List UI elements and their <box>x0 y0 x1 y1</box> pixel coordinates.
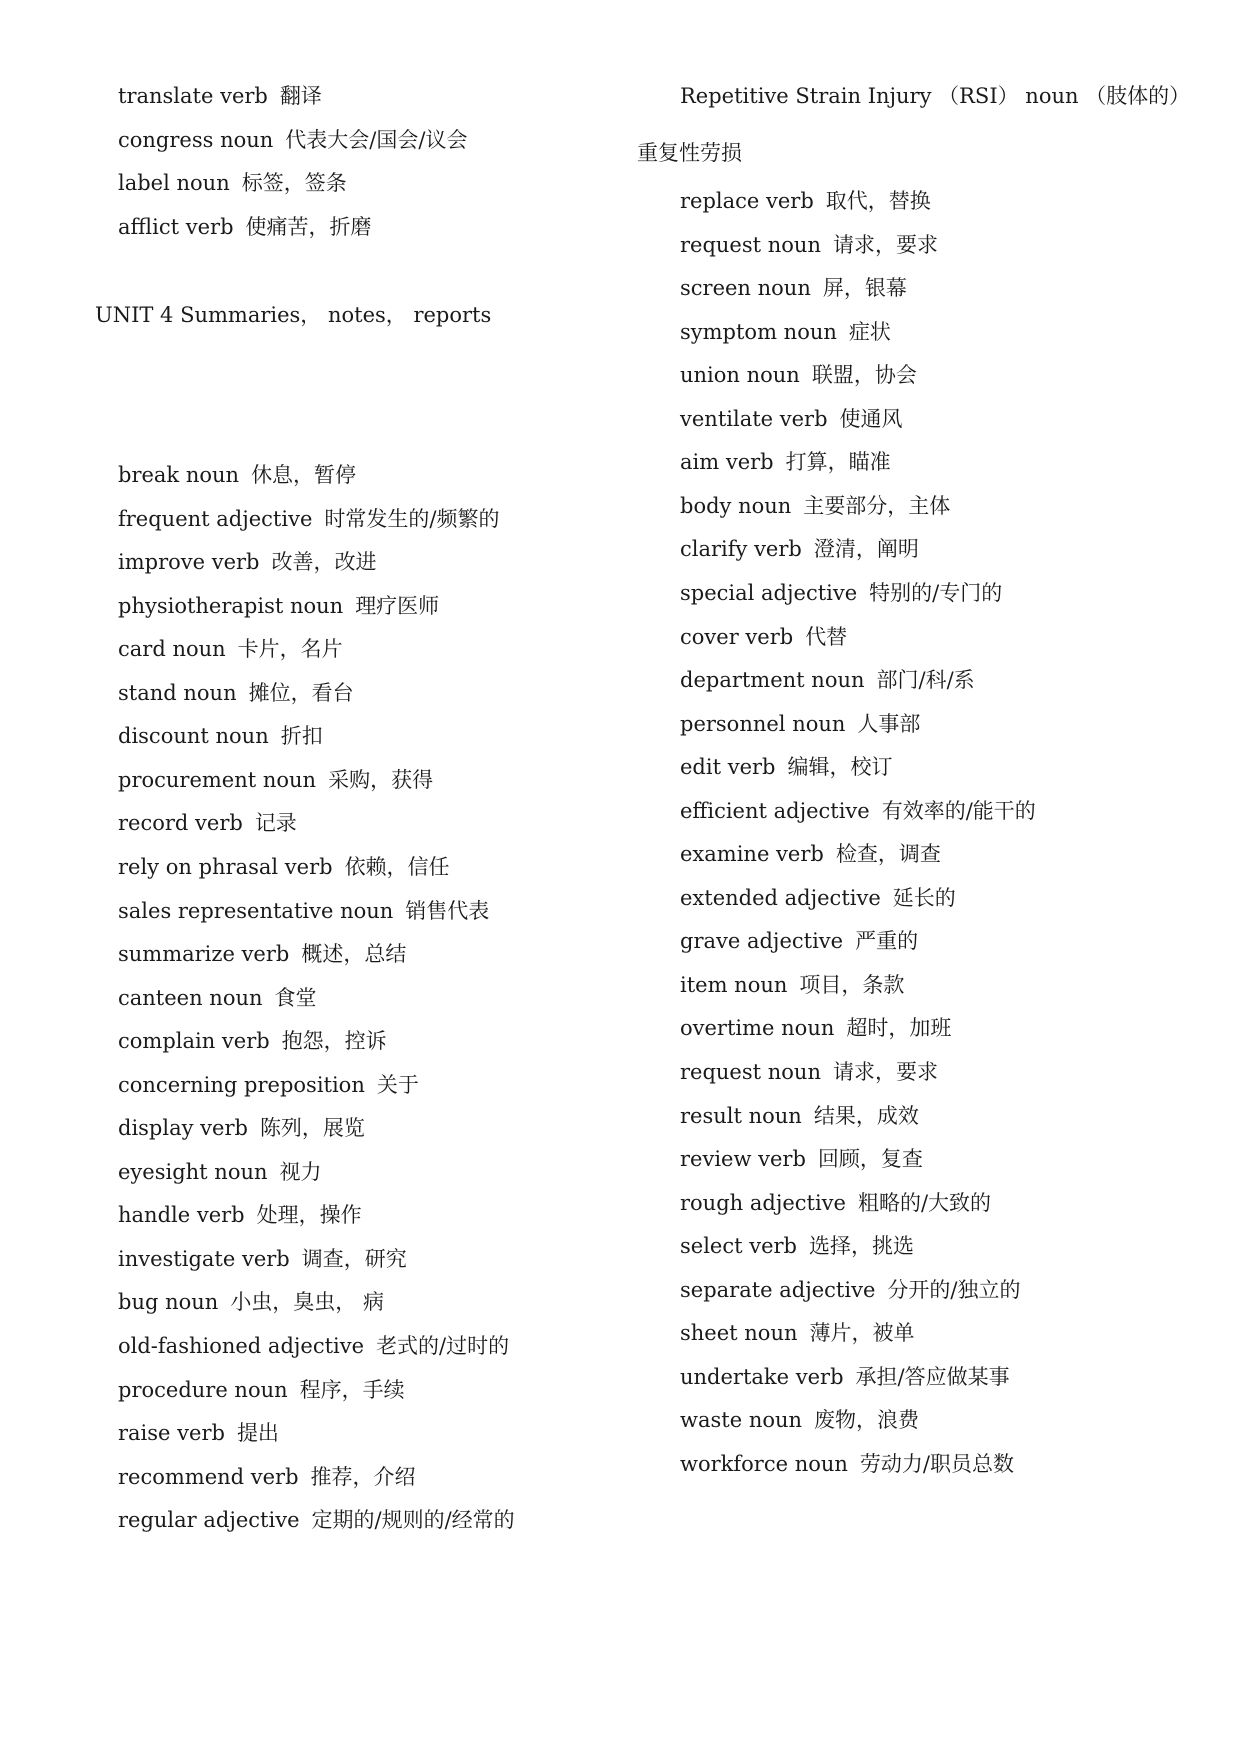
vocab-meaning: 承担/答应做某事 <box>855 1364 1010 1389</box>
vocab-entry <box>680 885 956 911</box>
vocab-entry <box>680 362 917 388</box>
vocab-word: ventilate verb <box>680 406 828 431</box>
vocab-entry <box>680 449 891 475</box>
vocab-meaning: 代替 <box>805 624 848 649</box>
vocab-meaning: 理疗医师 <box>355 593 440 618</box>
vocab-word: stand noun <box>118 680 237 705</box>
vocab-meaning: 选择，挑选 <box>809 1234 914 1259</box>
vocab-word: sales representative noun <box>118 898 394 923</box>
vocab-meaning: 休息，暂停 <box>251 463 357 487</box>
vocab-entry <box>680 188 931 214</box>
vocab-word: regular adjective <box>118 1508 300 1533</box>
vocab-meaning: 项目，条款 <box>799 972 905 997</box>
vocab-meaning: 折扣 <box>280 724 323 749</box>
vocab-meaning: 视力 <box>279 1159 322 1184</box>
vocab-entry <box>118 1377 405 1403</box>
vocab-word: item noun <box>680 972 788 997</box>
vocab-entry <box>118 898 489 924</box>
vocab-entry-rsi-line2: 重复性劳损 <box>637 141 742 165</box>
vocab-entry <box>118 214 372 240</box>
vocab-entry <box>118 636 343 662</box>
vocab-word: frequent adjective <box>118 506 313 531</box>
vocab-meaning: 分开的/独立的 <box>887 1277 1021 1302</box>
vocab-meaning: 结果，成效 <box>813 1103 919 1128</box>
vocab-entry <box>680 1233 914 1259</box>
vocab-word: undertake verb <box>680 1364 844 1389</box>
vocab-entry <box>680 1103 919 1129</box>
vocab-entry <box>680 1015 951 1041</box>
vocab-meaning: 使通风 <box>839 406 903 431</box>
vocab-meaning: 食堂 <box>274 985 317 1010</box>
vocab-word: improve verb <box>118 550 260 575</box>
vocab-meaning: 请求，要求 <box>832 232 938 257</box>
vocab-meaning: 老式的/过时的 <box>376 1334 510 1358</box>
vocab-word: union noun <box>680 363 800 388</box>
vocab-entry <box>680 319 891 345</box>
vocab-entry <box>118 1202 362 1228</box>
vocab-word: raise verb <box>118 1421 225 1446</box>
vocab-entry <box>680 275 907 301</box>
vocab-word: edit verb <box>680 755 776 780</box>
vocab-word: eyesight noun <box>118 1159 268 1184</box>
vocab-word: separate adjective <box>680 1277 876 1302</box>
vocab-word: canteen noun <box>118 985 263 1010</box>
vocab-entry <box>118 1333 509 1359</box>
vocab-word: review verb <box>680 1147 806 1172</box>
vocab-meaning: 摊位，看台 <box>248 680 354 705</box>
vocab-meaning: 采购，获得 <box>328 767 434 792</box>
vocab-word: complain verb <box>118 1029 270 1054</box>
vocab-entry <box>118 1464 416 1490</box>
vocab-meaning: 取代，替换 <box>825 189 931 213</box>
vocab-entry <box>680 1059 938 1085</box>
vocab-meaning: 定期的/规则的/经常的 <box>311 1508 515 1533</box>
vocab-meaning: 编辑，校订 <box>787 755 893 780</box>
vocab-word: recommend verb <box>118 1464 299 1489</box>
vocab-word: congress noun <box>118 127 274 152</box>
vocab-word: replace verb <box>680 189 814 213</box>
vocab-entry <box>680 972 904 998</box>
vocab-entry <box>680 580 1002 606</box>
vocab-meaning: 回顾，复查 <box>817 1147 923 1172</box>
vocab-entry <box>118 1289 384 1315</box>
vocab-meaning: 严重的 <box>855 929 919 954</box>
vocab-word: sheet noun <box>680 1321 798 1346</box>
vocab-word: special adjective <box>680 580 858 605</box>
vocab-entry <box>680 928 918 954</box>
vocab-meaning: 联盟，协会 <box>811 363 917 388</box>
vocab-entry <box>680 1277 1020 1303</box>
vocab-word: label noun <box>118 171 230 196</box>
vocab-word: request noun <box>680 1060 821 1084</box>
vocab-word: procurement noun <box>118 767 317 792</box>
vocab-word: symptom noun <box>680 319 837 344</box>
vocab-meaning: 特别的/专门的 <box>869 580 1003 605</box>
vocab-meaning: 翻译 <box>279 84 322 108</box>
vocab-word: bug noun <box>118 1290 219 1315</box>
vocab-entry <box>118 985 317 1011</box>
vocab-entry <box>118 1507 515 1533</box>
vocab-meaning: 关于 <box>376 1072 419 1097</box>
vocab-word: request noun <box>680 232 821 257</box>
vocab-meaning: 人事部 <box>857 711 921 736</box>
vocab-meaning: 屏，银幕 <box>822 276 907 301</box>
vocab-word: discount noun <box>118 724 269 749</box>
vocab-word: concerning preposition <box>118 1072 365 1097</box>
vocab-entry <box>118 941 406 967</box>
vocab-meaning: 超时，加班 <box>846 1016 952 1041</box>
vocab-meaning: 澄清，阐明 <box>813 537 919 562</box>
vocab-meaning: 请求，要求 <box>832 1060 938 1084</box>
vocab-entry <box>118 506 499 532</box>
vocab-entry <box>118 83 322 109</box>
vocab-entry <box>680 711 920 737</box>
vocab-entry <box>680 1320 915 1346</box>
vocab-entry <box>118 462 356 488</box>
vocab-meaning: 程序，手续 <box>299 1377 405 1402</box>
vocab-meaning: 劳动力/职员总数 <box>859 1451 1014 1476</box>
vocab-meaning: 时常发生的/频繁的 <box>324 506 500 531</box>
vocab-word: examine verb <box>680 842 824 867</box>
vocab-word: waste noun <box>680 1408 803 1433</box>
vocab-meaning: 小虫，臭虫， 病 <box>230 1290 384 1315</box>
vocab-word: translate verb <box>118 84 268 108</box>
vocab-word: procedure noun <box>118 1377 288 1402</box>
vocab-meaning: 记录 <box>254 811 297 836</box>
vocab-entry <box>680 232 938 258</box>
vocab-meaning: 检查，调查 <box>835 842 941 867</box>
vocab-entry <box>118 1420 279 1446</box>
vocab-word: old-fashioned adjective <box>118 1334 365 1358</box>
vocab-meaning: 粗略的/大致的 <box>857 1190 992 1215</box>
vocab-meaning: 卡片，名片 <box>237 637 343 662</box>
vocab-entry <box>680 1364 1010 1390</box>
vocab-word: physiotherapist noun <box>118 593 344 618</box>
vocab-entry <box>118 767 433 793</box>
vocab-entry <box>118 1159 322 1185</box>
vocab-meaning: 推荐，介绍 <box>310 1464 416 1489</box>
vocab-entry <box>118 549 377 575</box>
vocab-meaning: 代表大会/国会/议会 <box>285 127 468 152</box>
vocab-meaning: 延长的 <box>892 885 956 910</box>
vocab-word: efficient adjective <box>680 798 870 823</box>
vocab-word: handle verb <box>118 1203 245 1228</box>
vocab-entry <box>680 1190 991 1216</box>
vocab-meaning: 薄片，被单 <box>809 1321 915 1346</box>
vocab-meaning: 废物，浪费 <box>814 1408 920 1433</box>
vocab-meaning: 调查，研究 <box>301 1246 407 1271</box>
vocab-entry <box>118 723 323 749</box>
vocab-word: select verb <box>680 1234 797 1259</box>
vocab-meaning: 销售代表 <box>405 898 490 923</box>
vocab-entry <box>118 810 297 836</box>
vocab-word: clarify verb <box>680 537 802 562</box>
vocab-entry <box>680 754 892 780</box>
vocab-word: overtime noun <box>680 1016 835 1041</box>
vocab-meaning: 打算，瞄准 <box>785 450 891 475</box>
vocab-word: extended adjective <box>680 885 881 910</box>
vocab-entry <box>118 1246 407 1272</box>
vocab-meaning: 概述，总结 <box>301 942 407 967</box>
vocab-entry <box>118 680 354 706</box>
vocab-entry <box>680 493 950 519</box>
vocab-meaning: 有效率的/能干的 <box>881 798 1036 823</box>
vocab-meaning: 提出 <box>236 1421 279 1446</box>
vocab-entry <box>118 854 450 880</box>
vocab-meaning: 症状 <box>848 319 891 344</box>
vocab-word: rely on phrasal verb <box>118 854 333 879</box>
vocab-word: grave adjective <box>680 929 844 954</box>
vocab-word: break noun <box>118 463 240 487</box>
vocab-entry <box>118 1028 387 1054</box>
vocab-meaning: 主要部分，主体 <box>803 493 951 518</box>
vocab-meaning: 标签，签条 <box>241 171 347 196</box>
vocab-word: display verb <box>118 1116 248 1141</box>
vocab-entry <box>118 1115 365 1141</box>
vocab-entry <box>118 127 467 153</box>
vocab-word: investigate verb <box>118 1246 290 1271</box>
vocab-entry <box>680 667 975 693</box>
vocab-meaning: 改善，改进 <box>271 550 377 575</box>
vocab-meaning: 处理，操作 <box>256 1203 362 1228</box>
vocab-word: rough adjective <box>680 1190 846 1215</box>
vocab-word: personnel noun <box>680 711 846 736</box>
vocab-word: body noun <box>680 493 792 518</box>
vocab-word: workforce noun <box>680 1451 848 1476</box>
vocab-entry <box>680 406 903 432</box>
vocab-word: cover verb <box>680 624 794 649</box>
vocab-word: record verb <box>118 811 243 836</box>
vocab-entry-rsi-line1: Repetitive Strain Injury （RSI） noun （肢体的） <box>680 84 1191 108</box>
vocab-entry <box>680 1451 1014 1477</box>
vocab-word: screen noun <box>680 276 811 301</box>
vocab-word: afflict verb <box>118 214 234 239</box>
vocab-entry <box>680 841 941 867</box>
vocab-entry <box>118 593 439 619</box>
vocab-word: department noun <box>680 668 865 693</box>
vocab-entry <box>680 798 1036 824</box>
vocab-entry <box>118 170 347 196</box>
vocab-meaning: 陈列，展览 <box>259 1116 365 1141</box>
vocab-word: result noun <box>680 1103 802 1128</box>
vocab-entry <box>680 1146 923 1172</box>
vocab-word: summarize verb <box>118 942 290 967</box>
vocab-word: aim verb <box>680 450 774 475</box>
unit-heading: UNIT 4 Summaries， notes， reports <box>95 303 492 327</box>
vocab-meaning: 使痛苦，折磨 <box>245 214 372 239</box>
vocab-word: card noun <box>118 637 226 662</box>
vocab-entry <box>680 536 919 562</box>
vocab-entry <box>118 1072 419 1098</box>
vocab-meaning: 依赖，信任 <box>344 854 450 879</box>
vocab-meaning: 部门/科/系 <box>876 668 975 693</box>
vocab-entry <box>680 1407 919 1433</box>
vocab-meaning: 抱怨，控诉 <box>281 1029 387 1054</box>
vocab-entry <box>680 624 847 650</box>
